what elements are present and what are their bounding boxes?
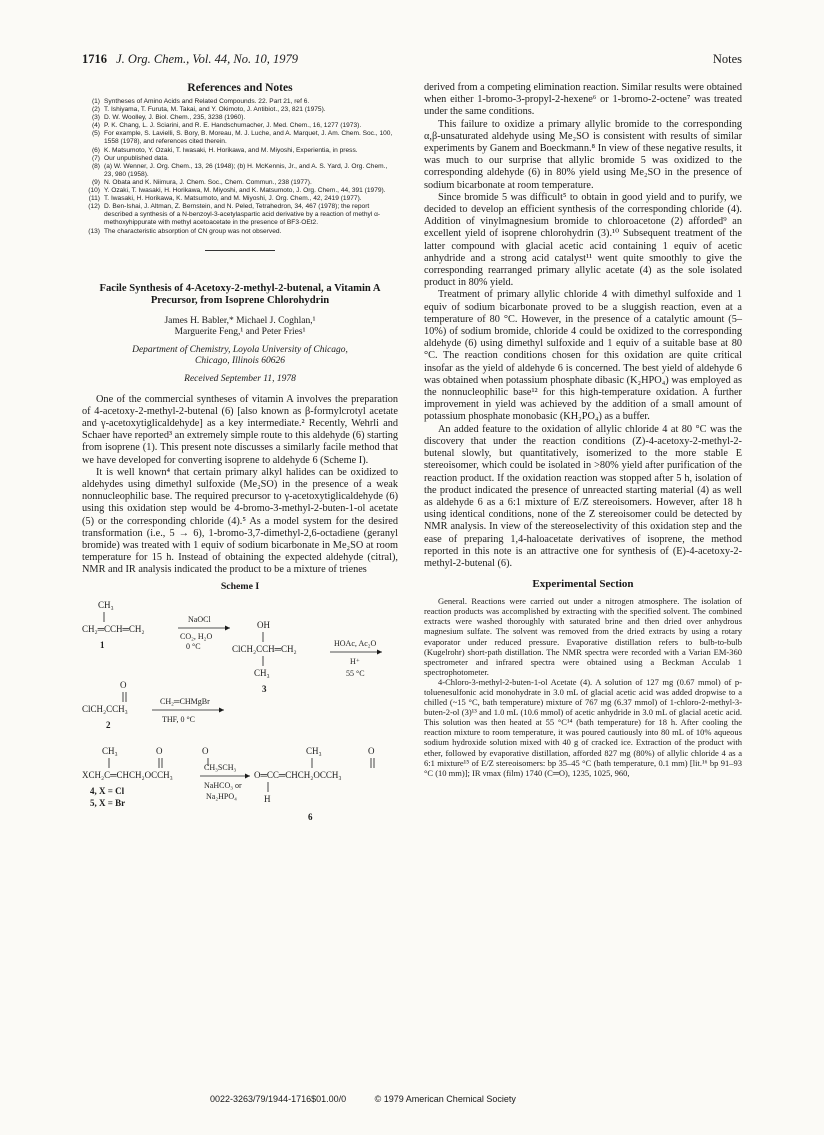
authors-line-2: Marguerite Feng,¹ and Peter Fries¹ xyxy=(174,327,306,338)
reference-text: K. Matsumoto, Y. Ozaki, T. Iwasaki, H. Horikawa, and M. Miyoshi, Experientia, in press. xyxy=(104,146,358,154)
reference-item xyxy=(82,147,398,155)
scheme-label: O xyxy=(368,745,375,756)
reference-text: (a) W. Wenner, J. Org. Chem., 13, 26 (1948); (b) H. McKennis, Jr., and A. S. Yard, J. Org. Chem., 23, 980 (1958). xyxy=(104,162,388,178)
body-paragraph: Since bromide 5 was difficult⁵ to obtain in good yield and to purify, we decided to develop an efficient synthesis of the corresponding chloride (4). Addition of vinylmagnesium bromide to chloroacetone (2) afforded⁹ an excellent yield of isoprene chlorohydrin (3).¹⁰ Subsequent treatment of the latter compound with glacial acetic acid containing 1 equiv of acetic anhydride and a strong acid catalyst¹¹ went quite smoothly to give the corresponding rearranged primary allylic acetate (4) as the sole isolated product in 80% yield. xyxy=(424,191,742,289)
reference-item xyxy=(82,163,398,179)
page-number: 1716 xyxy=(82,52,107,66)
reference-number: (1) xyxy=(91,98,100,105)
affiliation-line-2: Chicago, Illinois 60626 xyxy=(195,356,285,367)
received-date: Received September 11, 1978 xyxy=(184,373,296,384)
reference-number: (2) xyxy=(91,106,100,114)
body-paragraph: Treatment of primary allylic chloride 4 with dimethyl sulfoxide and 1 equiv of sodium bicarbonate proved to be a sluggish reaction, even at a temperature of 80 °C. However, in the presence of a catalytic amount (5–10%) of sodium bromide, chloride 4 could be oxidized to the corresponding aldehyde (6) using dimethyl sulfoxide and 1 equiv of a suitable base at 80 °C. The reaction conditions chosen for this oxidation are quite critical insofar as the yield of aldehyde 6 is concerned. The best yield of aldehyde 6 was obtained when potassium phosphate dibasic (K₂HPO₄) was employed as the nonnucleophilic base¹² for this high-temperature oxidation. A further improvement in yield was achieved by the addition of a small amount of potassium phosphate monobasic (KH₂PO₄) as a buffer. xyxy=(424,289,742,423)
left-column xyxy=(82,82,398,856)
scheme-reagent: HOAc, Ac₂O xyxy=(334,638,377,648)
body-paragraph: This failure to oxidize a primary allylic bromide to the corresponding α,β-unsaturated aldehyde using Me₂SO is consistent with results of similar experiments by Ganem and Boeckmann.⁸ In view of these negative results, it was much to our surprise that allylic bromide 5 was oxidized to the corresponding aldehyde (6) in 80% yield using Me₂SO in the presence of sodium bicarbonate at room temperature. xyxy=(424,118,742,191)
references-list xyxy=(82,98,398,236)
reference-item xyxy=(82,98,398,106)
scheme-compound-3: ClCH₂CCH═CH₂ xyxy=(232,643,297,654)
reference-text: T. Iwasaki, H. Horikawa, K. Matsumoto, and M. Miyoshi, J. Org. Chem., 42, 2419 (1977). xyxy=(104,195,362,203)
body-paragraph: One of the commercial syntheses of vitamin A involves the preparation of 4-acetoxy-2-methyl-2-butenal (6) [also known as β-formylcrotyl acetate and γ-acetoxytiglicaldehyde] as a key intermediate.² Recently, Wehrli and Schaer have reported³ an extremely simple route to this aldehyde (6) starting from isoprene (1). This present note discusses a similarly facile method that we have developed for converting isoprene to aldehyde 6 (Scheme I). xyxy=(82,393,398,466)
experimental-heading: Experimental Section xyxy=(532,578,634,591)
reference-number: (13) xyxy=(88,227,100,235)
experimental-paragraph: 4-Chloro-3-methyl-2-buten-1-ol Acetate (4). A solution of 127 mg (0.67 mmol) of p-toluenesulfonic acid monohydrate in 3.0 mL of glacial acetic acid was added dropwise to a chilled (~15 °C, bath temperature) mixture of 767 mg (6.37 mmol) of 1-chloro-2-methyl-3-buten-2-ol (3)¹³ and 1.0 mL (10.6 mmol) of acetic anhydride in 3.0 mL of glacial acetic acid. This solution was then heated at 55 °C¹⁴ (bath temperature) for 18 h. After cooling the reaction mixture to room temperature, it was poured cautiously into 80 mL of 10% aqueous sodium hydroxide solution mixed with 40 g of cracked ice. Extraction of the product with ether, followed by evaporative distillation, afforded 827 mg (80%) of allylic chloride 4 as a 6:1 mixture¹⁵ of E/Z stereoisomers: bp 35–45 °C (bath temperature, 0.1 mm) [lit.¹⁶ bp 91–93 °C (10 mm)]; IR νmax (film) 1740 (C═O), 1235, 1025, 960, xyxy=(424,676,742,778)
reference-number: (10) xyxy=(88,187,100,195)
scheme-compound-1: CH₂═CCH═CH₂ xyxy=(82,623,145,634)
reference-number: (6) xyxy=(91,146,100,154)
reference-number: (9) xyxy=(91,178,100,186)
scheme-reagent: Na₂HPO₄ xyxy=(206,791,237,801)
reference-number: (11) xyxy=(88,195,100,203)
body-paragraph: derived from a competing elimination reaction. Similar results were obtained when either 1-bromo-3-propyl-2-hexene⁶ or 1-bromo-2-octene⁷ was treated under the same conditions. xyxy=(424,82,742,118)
scheme-compound-2: ClCH₂CCH₃ xyxy=(82,703,128,714)
scheme-reagent: NaHCO₃ or xyxy=(204,780,242,790)
compound-number: 2 xyxy=(106,719,111,730)
reference-text: Y. Ozaki, T. Iwasaki, H. Horikawa, M. Miyoshi, and K. Matsumoto, J. Org. Chem., 44, 391 (1979). xyxy=(104,187,386,195)
page-footer xyxy=(210,1094,650,1104)
reference-text: N. Obata and K. Niimura, J. Chem. Soc., Chem. Commun., 238 (1977). xyxy=(104,178,312,186)
reference-text: The characteristic absorption of CN group was not observed. xyxy=(104,227,282,235)
scheme-label: O xyxy=(156,745,163,756)
scheme-compound-6: O═CC═CHCH₂OCCH₃ xyxy=(254,769,342,780)
affiliation xyxy=(82,345,398,368)
scheme-label: CH₃ xyxy=(306,745,322,756)
article-divider xyxy=(205,250,275,251)
reference-text: P. K. Chang, L. J. Sciarini, and R. E. Handschumacher, J. Med. Chem., 16, 1277 (1973). xyxy=(104,122,362,130)
compound-number: 3 xyxy=(262,683,267,694)
journal-citation: J. Org. Chem., Vol. 44, No. 10, 1979 xyxy=(116,52,298,66)
reference-text: D. Ben-Ishai, J. Altman, Z. Bernstein, and N. Peled, Tetrahedron, 34, 467 (1978); the report described a synthesis of a N-benzoyl-3-acetylaspartic acid derivative by a reaction of methyl α-methoxyhippurate with methyl acetoacetate in the presence of BF3·OEt2. xyxy=(104,203,381,227)
right-column xyxy=(424,82,742,778)
scheme-condition: THF, 0 °C xyxy=(162,714,196,724)
article-title: Facile Synthesis of 4-Acetoxy-2-methyl-2-butenal, a Vitamin A Precursor, from Isoprene Chlorohydrin xyxy=(99,282,381,307)
reference-item xyxy=(82,114,398,122)
reference-text: For example, S. Lavielli, S. Bory, B. Moreau, M. J. Luche, and A. Marquet, J. Am. Chem. Soc., 100, 1558 (1978), and references cited therein. xyxy=(104,130,393,146)
reference-text: Syntheses of Amino Acids and Related Compounds. 22. Part 21, ref 6. xyxy=(104,98,310,105)
scheme-condition: 0 °C xyxy=(186,641,201,651)
scheme-compound-4-5: XCH₂C═CHCH₂OCCH₃ xyxy=(82,769,173,780)
scheme-label: CH₃ xyxy=(102,745,118,756)
reference-item xyxy=(82,203,398,227)
experimental-paragraph: General. Reactions were carried out under a nitrogen atmosphere. The isolation of reaction products was accomplished by extracting with the specified solvent. The combined extracts were washed thoroughly with saturated brine and then dried over anhydrous magnesium sulfate. The solvent was removed from the dried extracts by using a rotary evaporator under reduced pressure. Evaporative distillation refers to bulb-to-bulb (Kugelrohr) short-path distillation. The NMR spectra were recorded with a Varian EM-360 spectrometer and infrared spectra were obtained using a Beckman Acculab 1 spectrophotometer. xyxy=(424,596,742,677)
copyright: © 1979 American Chemical Society xyxy=(374,1094,516,1104)
references-heading: References and Notes xyxy=(187,82,293,94)
reference-number: (5) xyxy=(91,130,100,138)
reference-number: (8) xyxy=(91,162,100,170)
reference-item xyxy=(82,179,398,187)
reference-text: D. W. Woolley, J. Biol. Chem., 235, 3238 (1960). xyxy=(104,114,246,122)
reference-item xyxy=(82,187,398,195)
scheme-label: H xyxy=(264,793,271,804)
scheme-reagent: H⁺ xyxy=(350,656,360,666)
scheme-reagent: CO₂, H₂O xyxy=(180,631,213,641)
reference-number: (12) xyxy=(88,203,100,211)
reference-item xyxy=(82,195,398,203)
scheme-label: CH₃ xyxy=(98,599,114,610)
body-paragraph: It is well known⁴ that certain primary alkyl halides can be oxidized to aldehydes using dimethyl sulfoxide (Me₂SO) in the presence of a weak nonnucleophilic base. The required precursor to γ-acetoxytiglicaldehyde (6) using this oxidation step would be 4-bromo-3-methyl-2-buten-1-ol acetate (5) or the corresponding chloride (4).⁵ As a model system for the desired transformation (i.e., 5 → 6), 1-bromo-3,7-dimethyl-2,6-octadiene (geranyl bromide) was treated with 1 equiv of sodium bicarbonate in Me₂SO at room temperature for 15 h. Instead of obtaining the expected aldehyde (citral), NMR and IR analysis indicated the product to be a mixture of trienes xyxy=(82,466,398,576)
scheme-label: O xyxy=(120,679,127,690)
compound-number: 1 xyxy=(100,639,105,650)
reference-item xyxy=(82,106,398,114)
reference-item xyxy=(82,228,398,236)
scheme-reagent: NaOCl xyxy=(188,614,211,624)
body-paragraph: An added feature to the oxidation of allylic chloride 4 at 80 °C was the discovery that under the reaction conditions (Z)-4-acetoxy-2-methyl-2-butenal slowly, but quantitatively, isomerized to the more stable E stereoisomer, which could be isolated in >80% yield after purification of the reaction product. If the oxidation reaction was stopped after 5 h, isolation of the product indicated the presence of unreacted starting material (4) as well as aldehyde 6 as a 6:1 mixture of E/Z stereoisomers. However, after 18 h using identical conditions, none of the Z stereoisomer could be detected by NMR analysis. In view of the stereoselectivity of this oxidation step and the ease of preparing 1,4-haloacetate derivatives of isoprene, the method reported in this note is an attractive one for synthesis of (E)-4-acetoxy-2-methyl-2-butenal (6). xyxy=(424,423,742,569)
reference-item xyxy=(82,130,398,146)
reference-text: Our unpublished data. xyxy=(104,154,169,162)
running-header xyxy=(82,52,742,67)
reaction-scheme xyxy=(82,594,398,856)
scheme-label: O xyxy=(202,745,209,756)
section-name: Notes xyxy=(712,52,742,66)
reference-number: (4) xyxy=(91,122,100,130)
authors-line-1: James H. Babler,* Michael J. Coghlan,¹ xyxy=(164,315,316,326)
reference-number: (7) xyxy=(91,154,100,162)
reference-item xyxy=(82,122,398,130)
scheme-condition: 55 °C xyxy=(346,668,365,678)
scheme-label: CH₃ xyxy=(254,667,270,678)
scheme-title: Scheme I xyxy=(220,580,260,592)
scheme-reagent: CH₃SCH₃ xyxy=(204,762,237,772)
scheme-label: OH xyxy=(257,619,270,630)
reference-number: (3) xyxy=(91,114,100,122)
reference-text: T. Ishiyama, T. Furuta, M. Takai, and Y. Okimoto, J. Antibiot., 23, 821 (1975). xyxy=(104,106,326,114)
compound-number: 4, X = Cl xyxy=(90,785,125,796)
reference-item xyxy=(82,155,398,163)
compound-number: 5, X = Br xyxy=(90,797,126,808)
article-code: 0022-3263/79/1944-1716$01.00/0 xyxy=(210,1094,347,1104)
affiliation-line-1: Department of Chemistry, Loyola University of Chicago, xyxy=(132,344,348,355)
compound-number: 6 xyxy=(308,811,313,822)
scheme-reagent: CH₂═CHMgBr xyxy=(160,696,210,706)
author-list xyxy=(82,316,398,339)
